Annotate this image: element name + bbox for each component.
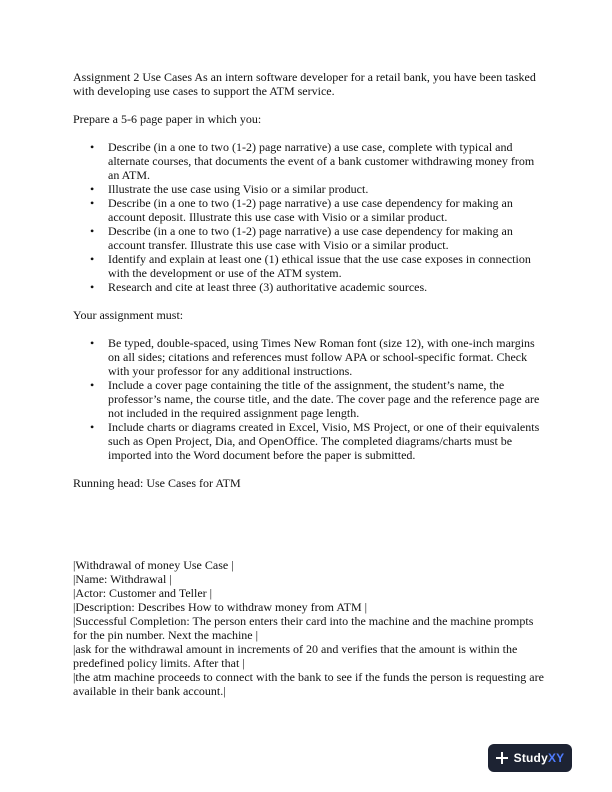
brand-main: Study <box>513 751 548 765</box>
brand-accent: XY <box>547 751 565 765</box>
task-item: • Research and cite at least three (3) authoritative academic sources. <box>73 280 545 294</box>
running-head: Running head: Use Cases for ATM <box>73 476 241 490</box>
task-item: • Illustrate the use case using Visio or a similar product. <box>73 182 545 196</box>
use-case-line: |Description: Describes How to withdraw money from ATM | <box>73 600 368 614</box>
studyxy-watermark[interactable] <box>488 744 572 772</box>
use-case-line: |ask for the withdrawal amount in increments of 20 and verifies that the amount is within the predefined policy limits. After that | <box>73 642 518 670</box>
use-case-table <box>73 558 545 698</box>
use-case-line: |the atm machine proceeds to connect with the bank to see if the funds the person is requesting are available in their bank account.| <box>73 670 544 698</box>
use-case-line: |Successful Completion: The person enters their card into the machine and the machine prompts for the pin number. Next the machine | <box>73 614 534 642</box>
use-case-line: |Actor: Customer and Teller | <box>73 586 213 600</box>
requirements-heading: Your assignment must: <box>73 308 184 322</box>
use-case-line: |Withdrawal of money Use Case | <box>73 558 234 572</box>
task-item: • Identify and explain at least one (1) ethical issue that the use case exposes in connection with the development or use of the ATM system. <box>73 252 545 280</box>
use-case-line: |Name: Withdrawal | <box>73 572 172 586</box>
plus-icon <box>496 752 508 764</box>
task-list <box>73 140 545 294</box>
requirement-item: • Include a cover page containing the title of the assignment, the student’s name, the professor’s name, the course title, and the date. The cover page and the reference page are not included in the required assignment page length. <box>73 378 545 420</box>
assignment-intro: Assignment 2 Use Cases As an intern software developer for a retail bank, you have been tasked with developing use cases to support the ATM service. <box>73 70 536 98</box>
task-item: • Describe (in a one to two (1-2) page narrative) a use case, complete with typical and alternate courses, that documents the event of a bank customer withdrawing money from an ATM. <box>73 140 545 182</box>
requirement-item: • Include charts or diagrams created in Excel, Visio, MS Project, or one of their equivalents such as Open Project, Dia, and OpenOffice. The completed diagrams/charts must be imported into the Word document before the paper is submitted. <box>73 420 545 462</box>
prepare-instruction: Prepare a 5-6 page paper in which you: <box>73 112 262 126</box>
requirement-item: • Be typed, double-spaced, using Times New Roman font (size 12), with one-inch margins on all sides; citations and references must follow APA or school-specific format. Check with your professor for any additional instructions. <box>73 336 545 378</box>
requirements-list <box>73 336 545 462</box>
document-body <box>73 70 545 698</box>
task-item: • Describe (in a one to two (1-2) page narrative) a use case dependency for making an account transfer. Illustrate this use case with Visio or a similar product. <box>73 224 545 252</box>
task-item: • Describe (in a one to two (1-2) page narrative) a use case dependency for making an account deposit. Illustrate this use case with Visio or a similar product. <box>73 196 545 224</box>
blank-space <box>73 490 545 558</box>
